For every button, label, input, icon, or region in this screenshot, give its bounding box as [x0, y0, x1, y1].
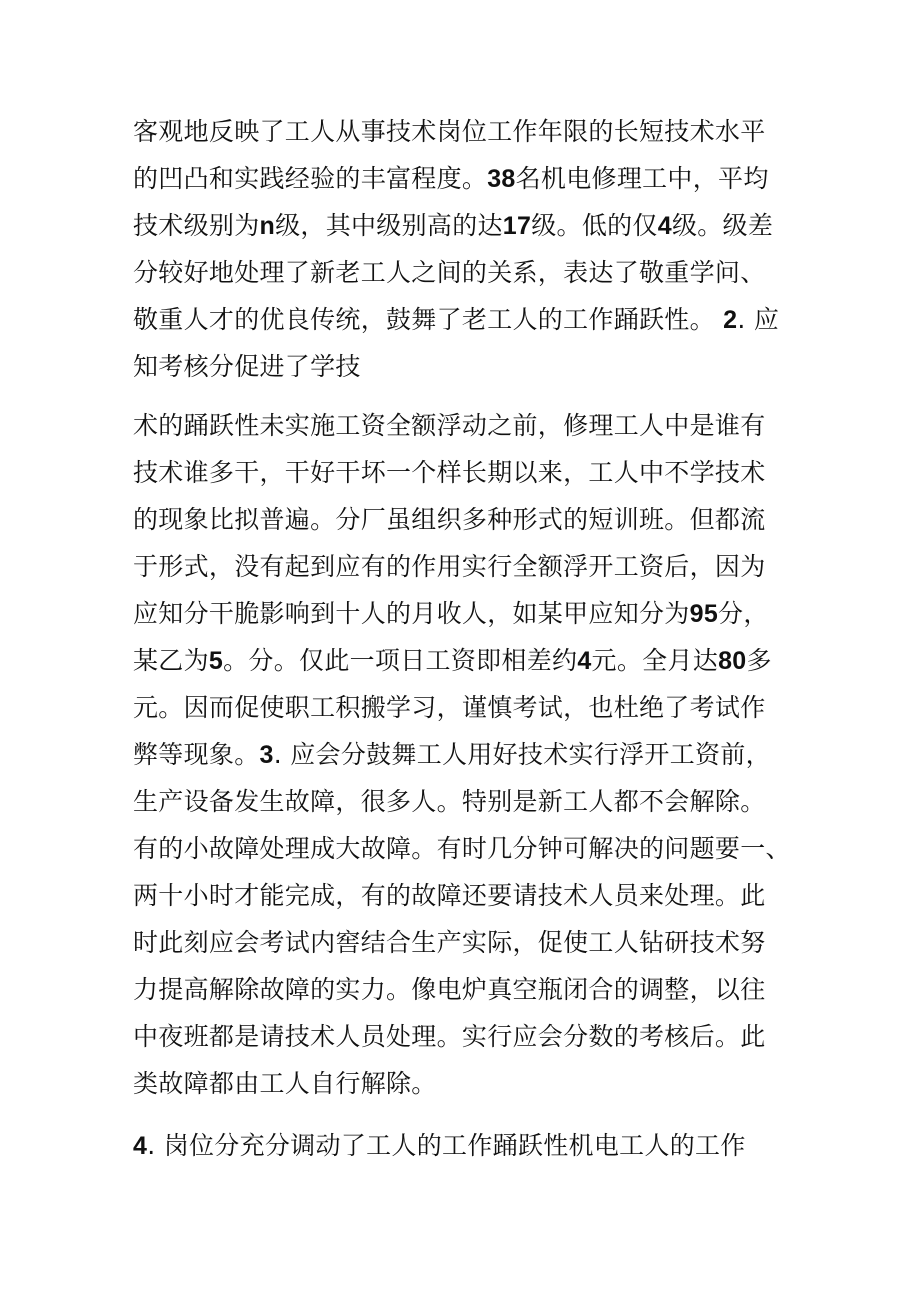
text-line: 术的踊跃性未实施工资全额浮动之前，修理工人中是谁有 — [133, 411, 766, 440]
text-line: 应知分干脆影响到十人的月收人，如某甲应知分为95分， — [133, 599, 769, 628]
text-line: 某乙为5。分。仅此一项日工资即相差约4元。全月达80多 — [133, 646, 772, 675]
text-line: 技术级别为n级，其中级别高的达17级。低的仅4级。级差 — [133, 211, 774, 240]
text-line: 弊等现象。3. 应会分鼓舞工人用好技术实行浮开工资前， — [133, 740, 771, 769]
text-line: 两十小时才能完成，有的故障还要请技术人员来处理。此 — [133, 881, 766, 910]
text-line: 的现象比拟普遍。分厂虽组织多种形式的短训班。但都流 — [133, 505, 766, 534]
text-line: 中夜班都是请技术人员处理。实行应会分数的考核后。此 — [133, 1022, 766, 1051]
text-line: 时此刻应会考试内窖结合生产实际，促使工人钻研技术努 — [133, 928, 766, 957]
paragraph-3 — [133, 1122, 803, 1169]
text-line: 力提高解除故障的实力。像电炉真空瓶闭合的调整，以往 — [133, 975, 766, 1004]
text-line: 知考核分促进了学技 — [133, 352, 361, 381]
paragraph-2 — [133, 402, 803, 1107]
text-line: 4. 岗位分充分调动了工人的工作踊跃性机电工人的工作 — [133, 1131, 746, 1160]
text-line: 元。因而促使职工积搬学习，谨慎考试，也杜绝了考试作 — [133, 693, 766, 722]
text-line: 生产设备发生故障，很多人。特别是新工人都不会解除。 — [133, 787, 766, 816]
text-line: 于形式，没有起到应有的作用实行全额浮开工资后，因为 — [133, 552, 766, 581]
text-line: 分较好地处理了新老工人之间的关系，表达了敬重学问、 — [133, 258, 766, 287]
text-line: 技术谁多干，干好干坏一个样长期以来，工人中不学技术 — [133, 458, 766, 487]
text-line: 的凹凸和实践经验的丰富程度。38名机电修理工中，平均 — [133, 164, 769, 193]
text-line: 类故障都由工人自行解除。 — [133, 1069, 437, 1098]
paragraph-1 — [133, 108, 803, 390]
text-line: 客观地反映了工人从事技术岗位工作年限的长短技术水平 — [133, 117, 766, 146]
text-line: 有的小故障处理成大故障。有时几分钟可解决的问题要一、 — [133, 834, 791, 863]
text-line: 敬重人才的优良传统，鼓舞了老工人的工作踊跃性。 2. 应 — [133, 305, 780, 334]
